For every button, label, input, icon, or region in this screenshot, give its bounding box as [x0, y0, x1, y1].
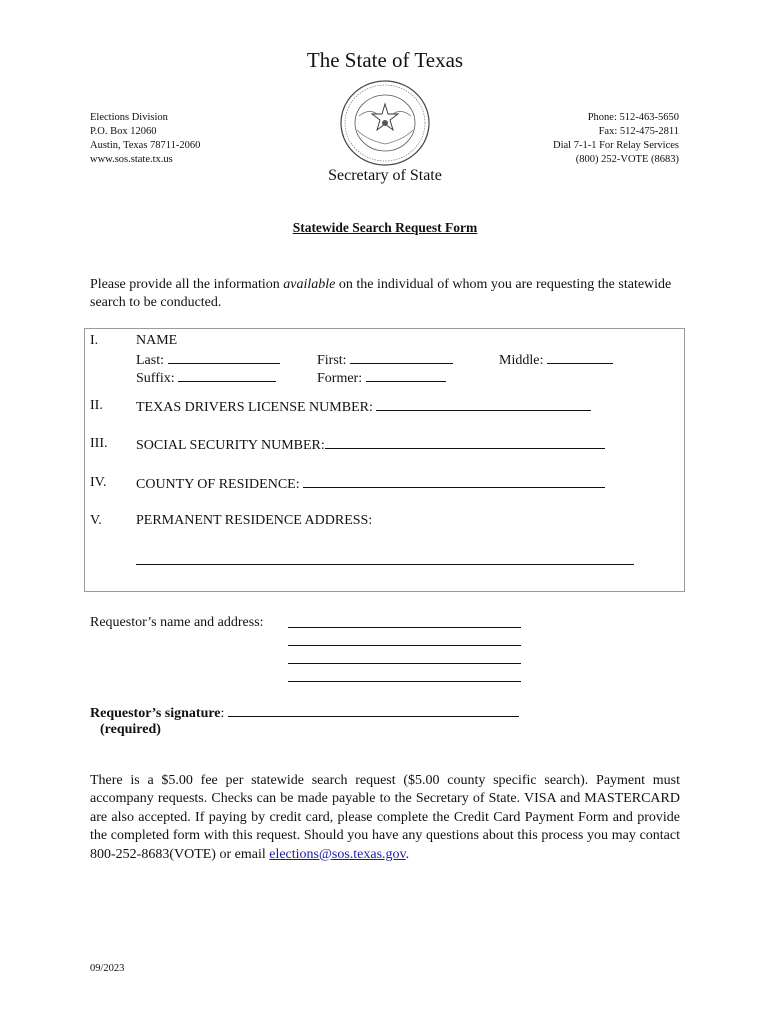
ssn-blank[interactable]	[325, 435, 605, 449]
drivers-license-blank[interactable]	[376, 397, 591, 411]
office-name: Secretary of State	[328, 167, 442, 184]
section-numeral: IV.	[90, 475, 107, 490]
drivers-license-field[interactable]: TEXAS DRIVERS LICENSE NUMBER:	[136, 397, 591, 417]
required-note: (required)	[100, 722, 161, 737]
first-name-blank[interactable]	[350, 350, 453, 364]
email-link[interactable]: elections@sos.texas.gov	[269, 846, 406, 862]
requestor-address-line-1[interactable]	[288, 627, 521, 628]
suffix-blank[interactable]	[178, 368, 276, 382]
requestor-address-line-3[interactable]	[288, 663, 521, 664]
last-name-blank[interactable]	[168, 350, 280, 364]
former-name-field[interactable]: Former:	[317, 368, 446, 388]
middle-name-field[interactable]: Middle:	[499, 350, 613, 370]
ssn-field[interactable]: SOCIAL SECURITY NUMBER:	[136, 435, 605, 455]
form-title: Statewide Search Request Form	[292, 220, 478, 235]
state-seal-icon	[337, 78, 433, 168]
first-name-field[interactable]: First:	[317, 350, 453, 370]
section-numeral: II.	[90, 398, 103, 413]
requestor-label: Requestor’s name and address:	[90, 615, 264, 630]
fax-text: Fax: 512-475-2811	[598, 126, 679, 137]
section-label-name: NAME	[136, 333, 178, 348]
phone-text: Phone: 512-463-5650	[587, 112, 679, 123]
emphasis-text: available	[283, 277, 336, 292]
office-contact	[553, 111, 679, 167]
section-numeral: V.	[90, 513, 102, 528]
address-line: Austin, Texas 78711-2060	[90, 140, 201, 151]
address-line: Elections Division	[90, 112, 168, 123]
county-field[interactable]: COUNTY OF RESIDENCE:	[136, 474, 605, 494]
address-line: P.O. Box 12060	[90, 126, 157, 137]
page-title: The State of Texas	[306, 48, 464, 72]
relay-text: Dial 7-1-1 For Relay Services	[553, 140, 679, 151]
requestor-address-line-2[interactable]	[288, 645, 521, 646]
section-label-address: PERMANENT RESIDENCE ADDRESS:	[136, 513, 373, 528]
middle-name-blank[interactable]	[547, 350, 613, 364]
signature-field[interactable]: Requestor’s signature:	[90, 703, 519, 723]
website-text: www.sos.state.tx.us	[90, 154, 173, 165]
fee-paragraph: There is a $5.00 fee per statewide search request ($5.00 county specific search). Payment must accompany requests. Checks can be made payable to the Secretary of State. VISA and MASTERCARD are also accepted. If paying by credit card, please complete the Credit Card Payment Form and provide the completed form with this request. Should you have any questions about this process you may contact 800-252-8683(VOTE) or email elections@sos.texas.gov.	[90, 773, 680, 862]
former-name-blank[interactable]	[366, 368, 446, 382]
vote-phone-text: (800) 252-VOTE (8683)	[575, 154, 679, 165]
requestor-address-line-4[interactable]	[288, 681, 521, 682]
suffix-field[interactable]: Suffix:	[136, 368, 276, 388]
revision-date: 09/2023	[90, 963, 125, 974]
county-blank[interactable]	[303, 474, 605, 488]
instructions-paragraph: Please provide all the information available on the individual of whom you are requesting the statewide search to be conducted.	[90, 277, 672, 310]
section-numeral: I.	[90, 333, 99, 348]
signature-blank[interactable]	[228, 703, 519, 717]
section-numeral: III.	[90, 436, 108, 451]
office-address	[90, 111, 200, 167]
residence-address-blank[interactable]	[136, 564, 634, 565]
last-name-field[interactable]: Last:	[136, 350, 280, 370]
signature-label: Requestor’s signature	[90, 706, 221, 721]
